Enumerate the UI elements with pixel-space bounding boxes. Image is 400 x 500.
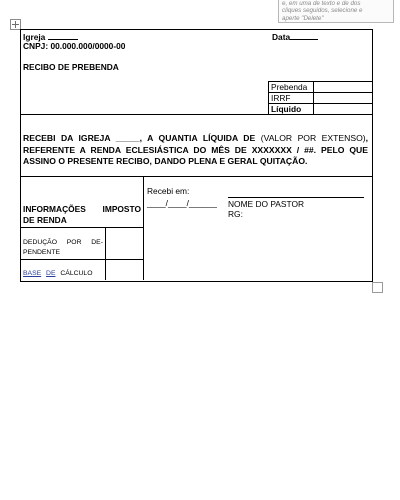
deduction-line-2: PENDENTE (23, 249, 61, 256)
declaration-divider-top (20, 114, 372, 115)
value-row-liquido: Líquido (271, 104, 302, 114)
pastor-name: NOME DO PASTOR (228, 199, 305, 209)
declaration-amount-words: (VALOR POR EXTENSO) (260, 133, 366, 143)
base-word[interactable]: BASE (23, 270, 42, 277)
receipt-title: RECIBO DE PREBENDA (23, 62, 119, 72)
table-resize-handle-icon[interactable] (372, 282, 383, 293)
tax-grid-top (20, 227, 144, 228)
rg-label: RG: (228, 209, 243, 219)
received-date-blank[interactable]: ____/____/______ (147, 198, 217, 208)
de-word[interactable]: DE (46, 270, 56, 277)
deduction-word-1: DEDUÇÃO (23, 239, 57, 246)
deduction-word-3: DE- (91, 239, 103, 246)
value-row-irrf: IRRF (271, 93, 291, 103)
tax-info-title-line-1 (23, 204, 141, 214)
receipt-document (20, 29, 372, 281)
value-row-prebenda: Prebenda (271, 82, 308, 92)
hint-line-1: e, em uma de texto e de dos (282, 0, 361, 7)
tax-info-word-1: INFORMAÇÕES (23, 204, 86, 214)
date-label: Data (272, 32, 291, 42)
deduction-line-1 (23, 238, 103, 248)
hint-line-3: aperte "Delete" (282, 14, 324, 22)
declaration-part-2: , REFERENTE A RENDA ECLESIÁSTICA DO MÊS DE XXXXXXX / ##. PELO QUE ASSINO O PRESENTE RECIBO, DANDO PLENA E GERAL QUITAÇÃO. (23, 133, 369, 166)
bottom-column-divider (143, 176, 144, 280)
calculo-word: CÁLCULO (60, 270, 93, 277)
tax-grid-value-column (105, 227, 106, 280)
base-calculo-label (23, 269, 103, 279)
deduction-word-2: POR (66, 239, 82, 246)
tax-grid-middle (20, 259, 144, 260)
date-field (272, 31, 318, 42)
signature-line (228, 197, 364, 198)
tax-info-title-line-2: DE RENDA (23, 215, 67, 225)
date-blank[interactable] (290, 31, 318, 40)
values-table-middle (313, 81, 314, 114)
cnpj-text: CNPJ: 00.000.000/0000-00 (23, 41, 126, 51)
declaration-divider-bottom (20, 176, 372, 177)
church-label: Igreja (23, 32, 46, 42)
hint-tooltip (278, 0, 394, 23)
received-on-label: Recebi em: (147, 186, 190, 196)
church-blank[interactable] (48, 31, 78, 40)
declaration-part-1: RECEBI DA IGREJA _____, A QUANTIA LÍQUIDA DE (23, 133, 261, 143)
tax-info-word-2: IMPOSTO (102, 204, 141, 214)
declaration-text (23, 133, 368, 168)
hint-line-2: cliques seguidos, selecione e (282, 7, 363, 15)
